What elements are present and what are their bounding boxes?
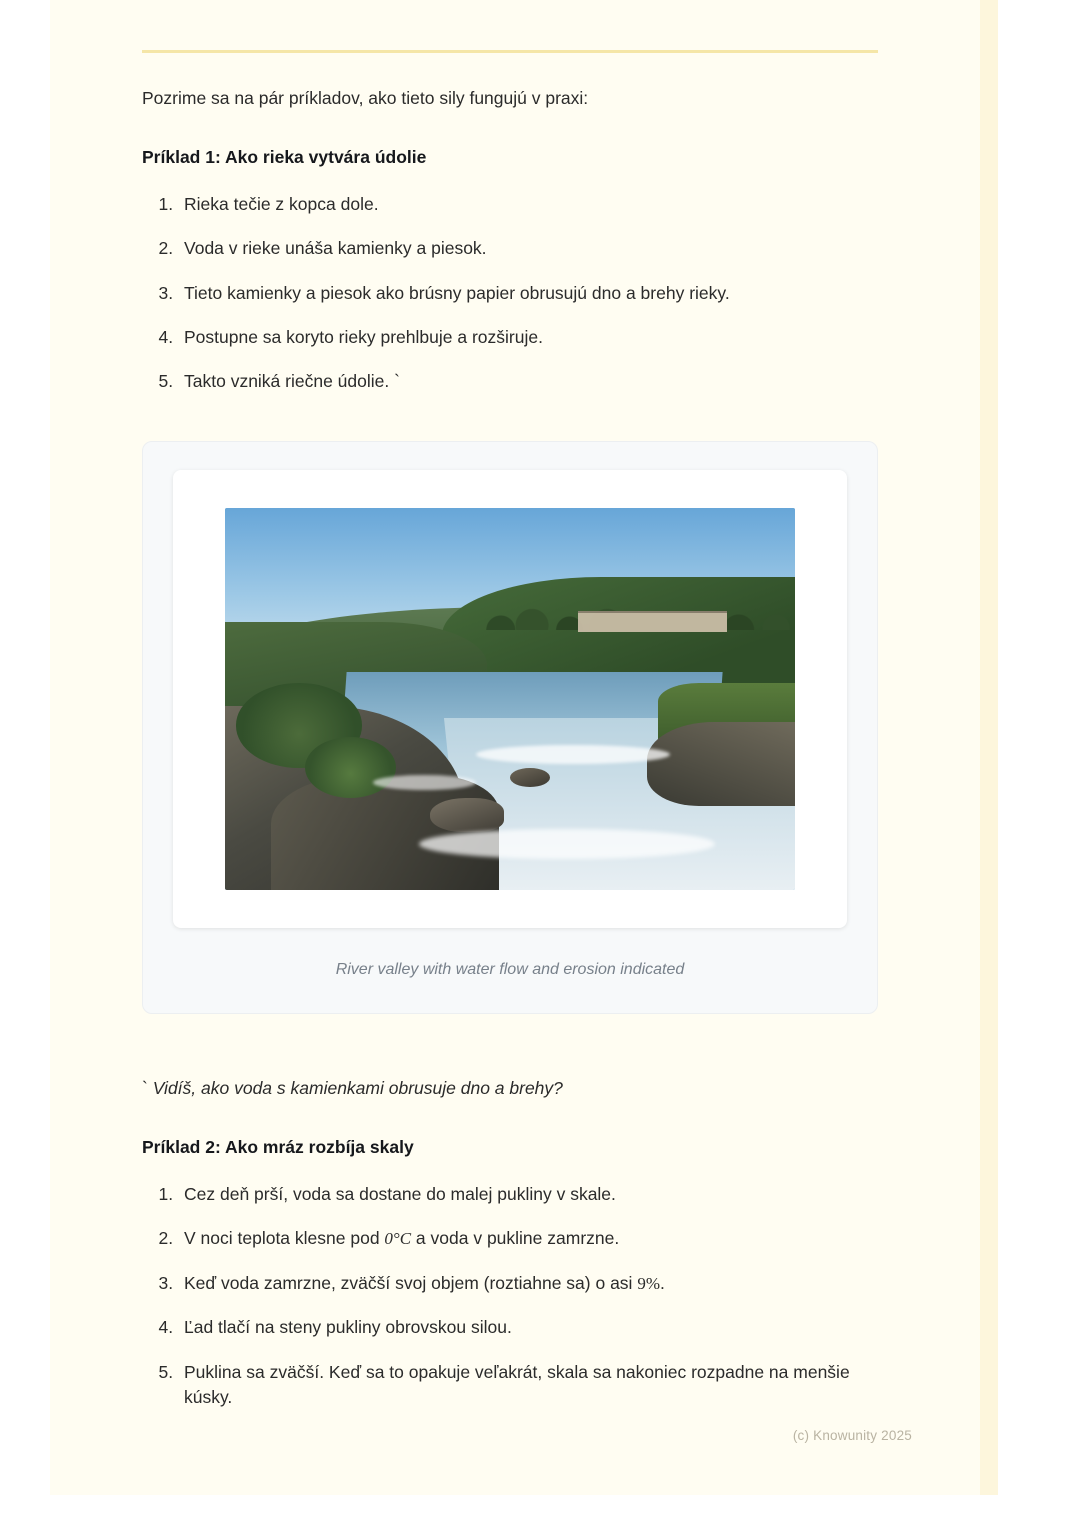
left-bush-lower (305, 737, 396, 798)
right-rocks (647, 722, 795, 806)
step-text-tail: a voda v pukline zamrzne. (411, 1228, 620, 1248)
hillside-building (578, 611, 726, 632)
list-item: 1. Rieka tečie z kopca dole. (178, 192, 878, 217)
example-2-heading: Príklad 2: Ako mráz rozbíja skaly (142, 1137, 414, 1158)
page-outer-margin (998, 0, 1080, 1528)
step-text: Keď voda zamrzne, zväčší svoj objem (roztiahne sa) o asi (184, 1272, 638, 1293)
step-text: Cez deň prší, voda sa dostane do malej pukliny v skale. (184, 1183, 616, 1204)
step-text-tail: . (659, 1272, 665, 1293)
list-item (178, 1182, 878, 1207)
river-valley-photo (225, 508, 795, 890)
list-item (178, 1226, 878, 1252)
water-foam-upper (476, 745, 670, 764)
list-item: 4. Postupne sa koryto rieky prehlbuje a rozširuje. (178, 325, 878, 350)
step-math: 9% (637, 1273, 660, 1293)
example-1-steps (142, 192, 878, 395)
watermark: (c) Knowunity 2025 (792, 1428, 912, 1443)
figure-caption: River valley with water flow and erosion indicated (335, 960, 685, 978)
document-content (142, 50, 878, 1410)
example-2-steps (142, 1182, 878, 1411)
list-item (178, 1360, 878, 1411)
water-foam-lower (419, 829, 715, 860)
step-text: Ľad tlačí na steny pukliny obrovskou silou. (184, 1317, 512, 1338)
intro-paragraph: Pozrime sa na pár príkladov, ako tieto sily fungujú v praxi: (142, 88, 589, 108)
midstream-rock (430, 798, 504, 832)
quote-tick: ` (142, 1077, 148, 1098)
list-item (178, 1271, 878, 1297)
step-math: 0°C (384, 1229, 412, 1248)
example-1-heading: Príklad 1: Ako rieka vytvára údolie (142, 147, 427, 168)
midstream-rock-small (510, 768, 550, 787)
list-item: 3. Tieto kamienky a piesok ako brúsny papier obrusujú dno a brehy rieky. (178, 281, 878, 306)
list-item: 2. Voda v rieke unáša kamienky a piesok. (178, 236, 878, 261)
figure-card (142, 441, 878, 1014)
top-divider (142, 50, 878, 53)
document-page (50, 0, 980, 1495)
list-item (178, 1315, 878, 1340)
step-text: Puklina sa zväčší. Keď sa to opakuje veľakrát, skala sa nakoniec rozpadne na menšie kúsky. (184, 1361, 850, 1408)
quote-text: Vidíš, ako voda s kamienkami obrusuje dno a brehy? (152, 1077, 563, 1098)
list-item: 5. Takto vzniká riečne údolie. ` (178, 369, 878, 394)
page-edge-strip (980, 0, 998, 1495)
step-text: V noci teplota klesne pod (184, 1228, 385, 1248)
quote-line (142, 1076, 878, 1101)
photo-frame (173, 470, 847, 928)
